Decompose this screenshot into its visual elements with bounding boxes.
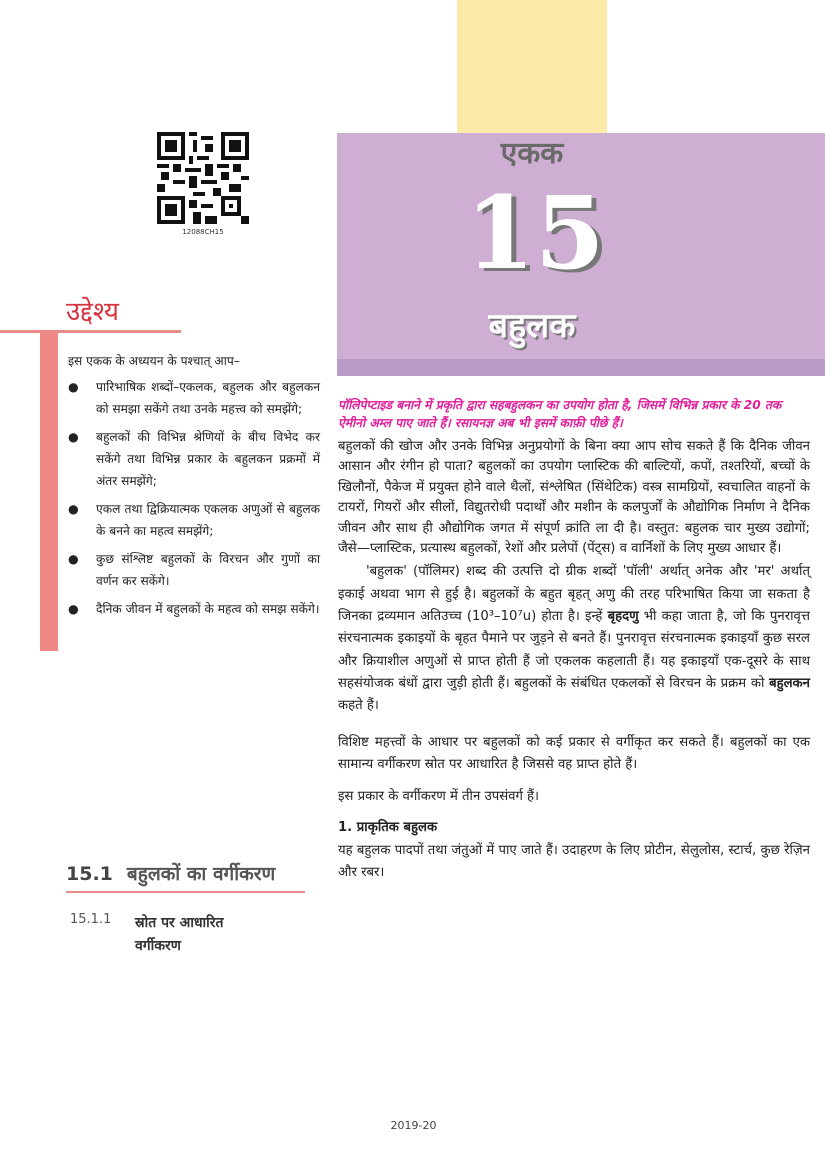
bullet-icon: ● bbox=[68, 552, 79, 566]
objective-item: ● कुछ संश्लिष्ट बहुलकों के विरचन और गुणों का वर्णन कर सकेंगे। bbox=[68, 548, 320, 592]
natural-polymers-heading: 1. प्राकृतिक बहुलक bbox=[338, 820, 438, 836]
bullet-icon: ● bbox=[68, 380, 79, 394]
main-text-column bbox=[338, 396, 810, 894]
term-polymerisation: बहुलकन bbox=[769, 675, 810, 691]
objective-item: ● एकल तथा द्विक्रियात्मक एकलक अणुओं से बहुलक के बनने का महत्व समझेंगे; bbox=[68, 498, 320, 542]
objective-item: ● बहुलकों की विभिन्न श्रेणियों के बीच विभेद कर सकेंगे तथा विभिन्न प्रकार के बहुलकन प्रक्रमों में अंतर समझेंगे; bbox=[68, 426, 320, 492]
objectives-side-bar bbox=[40, 333, 58, 651]
intro-note: पॉलिपेप्टाइड बनाने में प्रकृति द्वारा सहबहुलकन का उपयोग होता है, जिसमें विभिन्न प्रकार के 20 तक ऐमीनो अम्ल पाए जाते हैं। रसायनज्ञ अब भी इसमें काफ़ी पीछे हैं। bbox=[338, 398, 782, 430]
objectives-title: उद्देश्य bbox=[66, 297, 119, 327]
unit-label: एकक bbox=[500, 136, 564, 171]
section-number: 15.1 bbox=[66, 863, 113, 885]
unit-title: बहुलक bbox=[488, 306, 576, 346]
qr-code-icon bbox=[157, 132, 249, 224]
objectives-intro: इस एकक के अध्ययन के पश्चात् आप– bbox=[68, 354, 240, 368]
page-footer: 2019-20 bbox=[390, 1119, 437, 1132]
section-divider bbox=[66, 891, 305, 893]
objective-item: ● दैनिक जीवन में बहुलकों के महत्व को समझ सकेंगे। bbox=[68, 598, 320, 620]
subsection-number: 15.1.1 bbox=[70, 912, 112, 927]
chapter-banner-strip bbox=[337, 359, 825, 376]
subsection-title: स्रोत पर आधारित वर्गीकरण bbox=[135, 915, 224, 954]
objectives-divider bbox=[0, 330, 181, 333]
unit-number: 15 bbox=[465, 174, 605, 292]
bullet-icon: ● bbox=[68, 602, 79, 616]
objective-item: ● पारिभाषिक शब्दों–एकलक, बहुलक और बहुलकन को समझा सकेंगे तथा उनके महत्त्व को समझेंगे; bbox=[68, 376, 320, 420]
paragraph-definition: 'बहुलक' (पॉलिमर) शब्द की उत्पत्ति दो ग्रीक शब्दों 'पॉली' अर्थात् अनेक और 'मर' अर्थात् इकाई अथवा भाग से हुई है। बहुलकों के बहुत बृहत् अणु की तरह परिभाषित किया जा सकता है जिनका द्रव्यमान अतिउच्च (10³–10⁷u) होता है। इन्हें बृहदणु भी कहा जाता है, जो कि पुनरावृत्त संरचनात्मक इकाइयों के बृहत पैमाने पर जुड़ने से बनते हैं। पुनरावृत्त संरचनात्मक इकाइयाँ कुछ सरल और क्रियाशील अणुओं से प्राप्त होती हैं जो एकलक कहलाती हैं। यह इकाइयाँ एक-दूसरे के साथ सहसंयोजक बंधों द्वारा जुड़ी होती हैं। बहुलकों के संबंधित एकलकों से विरचन के प्रक्रम को बहुलकन कहते हैं। bbox=[338, 564, 810, 714]
objectives-list bbox=[68, 376, 320, 620]
objectives-box bbox=[68, 350, 320, 626]
section-title: बहुलकों का वर्गीकरण bbox=[126, 863, 276, 885]
paragraph-intro: बहुलकों की खोज और उनके विभिन्न अनुप्रयोगों के बिना क्या आप सोच सकते हैं कि दैनिक जीवन आसान और रंगीन हो पाता? बहुलकों का उपयोग प्लास्टिक की बाल्टियों, कपों, तश्तरियों, बच्चों के खिलौनों, पैकेज में प्रयुक्त होने वाले थैलों, संश्लेषित (सिंथेटिक) वस्त्र सामग्रियों, स्वचालित वाहनों के टायरों, गियरों और सीलों, विद्युतरोधी पदार्थों और मशीन के कलपुर्जों के औद्योगिक निर्माण ने दैनिक जीवन और साथ ही औद्योगिक जगत में संपूर्ण क्रांति ला दी है। वस्तुत: बहुलक चार मुख्य उद्योगों; जैसे—प्लास्टिक, प्रत्यास्थ बहुलकों, रेशों और प्रलेपों (पेंट्स) व वार्निशों के लिए मुख्य आधार हैं। bbox=[338, 439, 810, 557]
section-heading bbox=[66, 862, 275, 886]
qr-code-id: 12088CH15 bbox=[182, 228, 224, 236]
classification-text: विशिष्ट महत्त्वों के आधार पर बहुलकों को कई प्रकार से वर्गीकृत कर सकते हैं। बहुलकों का एक सामान्य वर्गीकरण स्रोत पर आधारित है जिससे वह प्राप्त होते हैं। इस प्रकार के वर्गीकरण में तीन उपसंवर्ग हैं। 1. प्राकृतिक बहुलक यह बहुलक पादपों तथा जंतुओं में पाए जाते हैं। उदाहरण के लिए प्रोटीन, सेलुलोस, स्टार्च, कुछ रेज़िन और रबर। bbox=[338, 734, 810, 881]
bullet-icon: ● bbox=[68, 502, 79, 516]
bullet-icon: ● bbox=[68, 430, 79, 444]
term-macromolecule: बृहदणु bbox=[607, 609, 639, 625]
